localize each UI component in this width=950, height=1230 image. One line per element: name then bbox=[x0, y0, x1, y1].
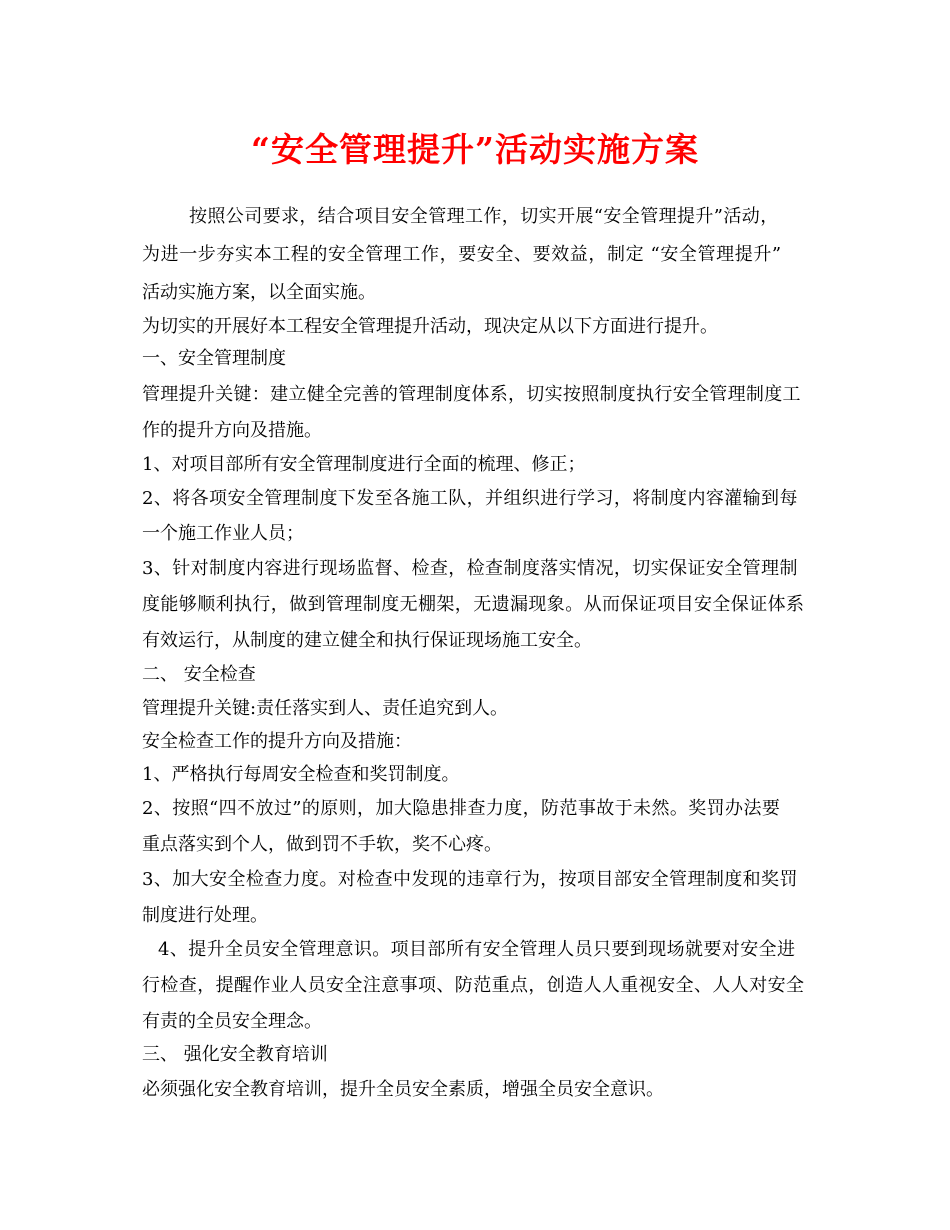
paragraph-line: 作的提升方向及措施。 bbox=[142, 420, 322, 441]
paragraph-line: 有效运行，从制度的建立健全和执行保证现场施工安全。 bbox=[142, 630, 592, 651]
paragraph-line: 制度进行处理。 bbox=[142, 905, 268, 926]
list-item: 3、加大安全检查力度。对检查中发现的违章行为，按项目部安全管理制度和奖罚 bbox=[142, 869, 798, 890]
section-heading: 二、 安全检查 bbox=[142, 664, 256, 685]
paragraph-line: 安全检查工作的提升方向及措施： bbox=[142, 731, 412, 752]
list-item: 2、按照“四不放过”的原则，加大隐患排查力度，防范事故于未然。奖罚办法要 bbox=[142, 798, 781, 819]
list-item: 1、严格执行每周安全检查和奖罚制度。 bbox=[142, 764, 460, 785]
document-title: “安全管理提升”活动实施方案 bbox=[251, 130, 699, 169]
paragraph-line: 为进一步夯实本工程的安全管理工作，要安全、要效益，制定 “安全管理提升” bbox=[142, 244, 782, 265]
paragraph-line: 必须强化安全教育培训，提升全员安全素质，增强全员安全意识。 bbox=[142, 1079, 664, 1100]
paragraph-line: 重点落实到个人，做到罚不手软，奖不心疼。 bbox=[142, 834, 502, 855]
paragraph-line: 一个施工作业人员； bbox=[142, 523, 304, 544]
paragraph-line: 管理提升关键:责任落实到人、责任追究到人。 bbox=[142, 698, 509, 719]
section-heading: 一、安全管理制度 bbox=[142, 348, 286, 369]
list-item: 4、提升全员安全管理意识。项目部所有安全管理人员只要到现场就要对安全进 bbox=[158, 939, 796, 960]
paragraph-line: 有责的全员安全理念。 bbox=[142, 1011, 322, 1032]
paragraph-line: 按照公司要求，结合项目安全管理工作，切实开展“安全管理提升”活动， bbox=[189, 206, 779, 227]
paragraph-line: 为切实的开展好本工程安全管理提升活动，现决定从以下方面进行提升。 bbox=[142, 316, 718, 337]
section-heading: 三、 强化安全教育培训 bbox=[142, 1044, 328, 1065]
list-item: 2、将各项安全管理制度下发至各施工队，并组织进行学习，将制度内容灌输到每 bbox=[142, 488, 798, 509]
paragraph-line: 行检查，提醒作业人员安全注意事项、防范重点，创造人人重视安全、人人对安全 bbox=[142, 975, 805, 996]
paragraph-line: 度能够顺利执行，做到管理制度无棚架，无遗漏现象。从而保证项目安全保证体系 bbox=[142, 594, 805, 615]
paragraph-line: 管理提升关键：建立健全完善的管理制度体系，切实按照制度执行安全管理制度工 bbox=[142, 384, 801, 405]
list-item: 3、针对制度内容进行现场监督、检查，检查制度落实情况，切实保证安全管理制 bbox=[142, 558, 798, 579]
paragraph-line: 活动实施方案，以全面实施。 bbox=[142, 282, 376, 303]
list-item: 1、对项目部所有安全管理制度进行全面的梳理、修正； bbox=[142, 454, 586, 475]
